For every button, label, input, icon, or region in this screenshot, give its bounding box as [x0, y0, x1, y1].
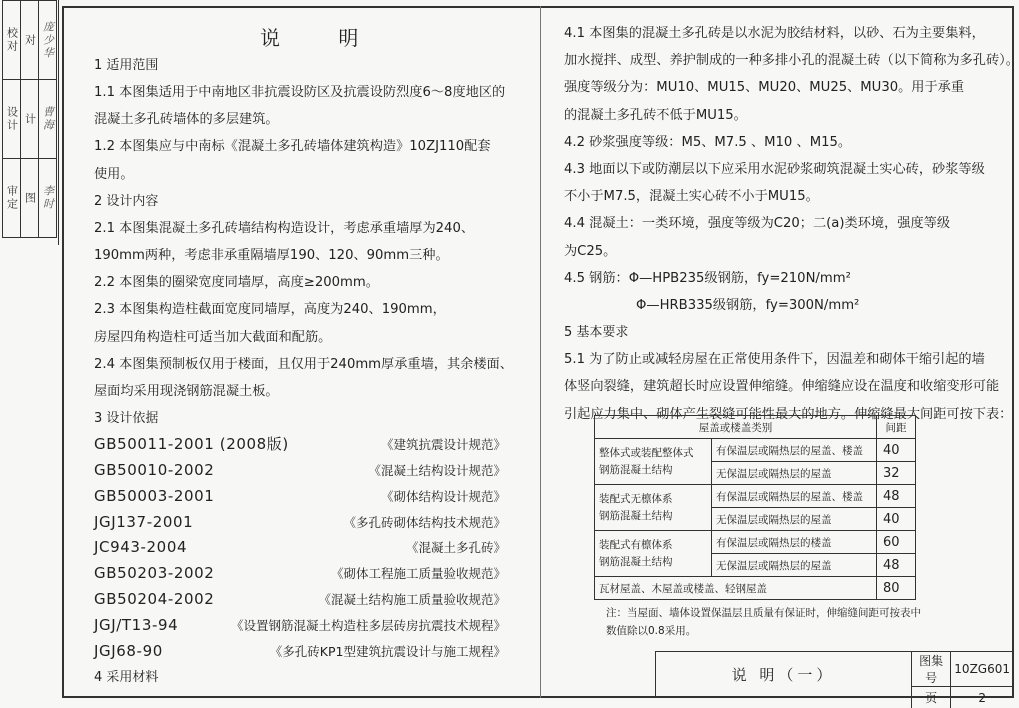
sheet-title: 说 明（一） — [656, 652, 911, 697]
paragraph-1-1-cont: 混凝土多孔砖墙体的多层建筑。 — [94, 106, 534, 133]
role-design: 设计 — [3, 80, 21, 159]
standard-row — [94, 587, 506, 613]
column-divider — [540, 6, 541, 698]
joint-spacing-table — [594, 415, 916, 600]
table-note — [606, 604, 921, 640]
left-column — [94, 52, 534, 691]
title-block-grid — [911, 652, 1013, 708]
paragraph-5-1: 5.1 为了防止或减轻房屋在正常使用条件下，因温差和砌体干缩引起的墙 — [564, 346, 1004, 373]
sub-category: 有保温层或隔热层的屋盖、楼盖 — [712, 439, 877, 462]
standard-code: JGJ68-90 — [94, 639, 163, 665]
paragraph-2-3-cont: 房屋四角构造柱可适当加大截面和配筋。 — [94, 324, 534, 351]
paragraph-2-3: 2.3 本图集构造柱截面宽度同墙厚，高度为240、190mm， — [94, 296, 534, 323]
table-row — [595, 531, 916, 554]
last-category: 瓦材屋盖、木屋盖或楼盖、轻钢屋盖 — [595, 577, 877, 600]
paragraph-2-2: 2.2 本图集的圈梁宽度同墙厚，高度≥200mm。 — [94, 269, 534, 296]
sub-category: 无保温层或隔热层的屋盖 — [712, 462, 877, 485]
table-row — [595, 439, 916, 462]
standard-row — [94, 510, 506, 536]
group-name: 装配式有檩体系 钢筋混凝土结构 — [595, 531, 712, 577]
page-number: 2 — [951, 687, 1013, 708]
section-heading-3: 3 设计依据 — [94, 405, 534, 432]
section-heading-1: 1 适用范围 — [94, 52, 534, 79]
paragraph-1-1: 1.1 本图集适用于中南地区非抗震设防区及抗震设防烈度6～8度地区的 — [94, 79, 534, 106]
role-approve-2: 图 — [21, 159, 39, 238]
right-column — [564, 20, 1004, 428]
standard-code: GB50003-2001 — [94, 484, 214, 510]
sub-category: 有保温层或隔热层的楼盖 — [712, 531, 877, 554]
signer-3: 李时 — [39, 159, 57, 238]
standard-name: 《设置钢筋混凝土构造柱多层砖房抗震技术规程》 — [231, 613, 506, 639]
paragraph-4-5: 4.5 钢筋：Φ—HPB235级钢筋，fy=210N/mm² — [564, 265, 1004, 292]
header-category: 屋盖或楼盖类别 — [595, 416, 877, 439]
paragraph-1-2-cont: 使用。 — [94, 161, 534, 188]
table-row — [595, 485, 916, 508]
role-approve: 审定 — [3, 159, 21, 238]
atlas-label: 图集号 — [912, 652, 951, 687]
role-check: 校对 — [3, 1, 21, 80]
paragraph-2-4-cont: 屋面均采用现浇钢筋混凝土板。 — [94, 378, 534, 405]
spacing-value: 48 — [877, 554, 916, 577]
standard-name: 《混凝土结构施工质量验收规范》 — [318, 587, 506, 613]
paragraph-4-1-cont: 加水搅拌、成型、养护制成的一种多排小孔的混凝土砖（以下简称为多孔砖）。 — [564, 47, 1004, 74]
standard-name: 《多孔砖KP1型建筑抗震设计与施工规程》 — [270, 639, 506, 665]
spacing-value: 32 — [877, 462, 916, 485]
paragraph-5-1-cont: 体竖向裂缝，建筑超长时应设置伸缩缝。伸缩缝应设在温度和收缩变形可能 — [564, 373, 1004, 400]
section-heading-5: 5 基本要求 — [564, 319, 1004, 346]
standard-name: 《混凝土结构设计规范》 — [368, 458, 506, 484]
standard-code: GB50204-2002 — [94, 587, 214, 613]
spacing-value: 80 — [877, 577, 916, 600]
standard-name: 《混凝土多孔砖》 — [406, 535, 506, 561]
standard-row — [94, 561, 506, 587]
role-check-2: 对 — [21, 1, 39, 80]
standards-list — [94, 432, 534, 664]
standard-name: 《砌体工程施工质量验收规范》 — [331, 561, 506, 587]
signer-2: 曹海 — [39, 80, 57, 159]
standard-row — [94, 535, 506, 561]
paragraph-5-1-cont2: 引起应力集中、砌体产生裂缝可能性最大的地方。伸缩缝最大间距可按下表： — [564, 401, 1004, 428]
paragraph-4-3-cont: 不小于M7.5，混凝土实心砖不小于MU15。 — [564, 183, 1004, 210]
note-line-1: 注：当屋面、墙体设置保温层且质量有保证时，伸缩缝间距可按表中 — [606, 604, 921, 622]
standard-code: JC943-2004 — [94, 535, 187, 561]
standard-row — [94, 613, 506, 639]
signature-strip — [0, 0, 59, 245]
paragraph-4-1: 4.1 本图集的混凝土多孔砖是以水泥为胶结材料，以砂、石为主要集料， — [564, 20, 1004, 47]
paragraph-2-4: 2.4 本图集预制板仅用于楼面，且仅用于240mm厚承重墙，其余楼面、 — [94, 351, 534, 378]
spacing-value: 40 — [877, 508, 916, 531]
standard-row — [94, 458, 506, 484]
paragraph-4-1-cont3: 的混凝土多孔砖不低于MU15。 — [564, 102, 1004, 129]
section-heading-4: 4 采用材料 — [94, 664, 534, 691]
section-heading-2: 2 设计内容 — [94, 188, 534, 215]
paragraph-2-1: 2.1 本图集混凝土多孔砖墙结构构造设计，考虑承重墙厚为240、 — [94, 215, 534, 242]
standard-name: 《多孔砖砌体结构技术规范》 — [343, 510, 506, 536]
signature-table — [2, 0, 57, 238]
spacing-value: 40 — [877, 439, 916, 462]
standard-code: GB50010-2002 — [94, 458, 214, 484]
spacing-value: 48 — [877, 485, 916, 508]
page-title: 说 明 — [260, 22, 384, 51]
standard-name: 《砌体结构设计规范》 — [381, 484, 506, 510]
sub-category: 有保温层或隔热层的屋盖、楼盖 — [712, 485, 877, 508]
header-spacing: 间距 — [877, 416, 916, 439]
paragraph-1-2: 1.2 本图集应与中南标《混凝土多孔砖墙体建筑构造》10ZJ110配套 — [94, 133, 534, 160]
paragraph-4-4: 4.4 混凝土：一类环境，强度等级为C20；二(a)类环境，强度等级 — [564, 210, 1004, 237]
title-block — [655, 651, 1013, 697]
paragraph-4-1-cont2: 强度等级分为：MU10、MU15、MU20、MU25、MU30。用于承重 — [564, 74, 1004, 101]
standard-row — [94, 639, 506, 665]
group-name: 整体式或装配整体式 钢筋混凝土结构 — [595, 439, 712, 485]
note-line-2: 数值除以0.8采用。 — [606, 622, 921, 640]
paragraph-4-5-cont: Φ—HRB335级钢筋，fy=300N/mm² — [564, 292, 1004, 319]
page-label: 页 — [912, 687, 951, 708]
standard-name: 《建筑抗震设计规范》 — [381, 432, 506, 458]
paragraph-2-1-cont: 190mm两种，考虑非承重隔墙厚190、120、90mm三种。 — [94, 242, 534, 269]
paragraph-4-3: 4.3 地面以下或防潮层以下应采用水泥砂浆砌筑混凝土实心砖，砂浆等级 — [564, 156, 1004, 183]
paragraph-4-2: 4.2 砂浆强度等级：M5、M7.5 、M10 、M15。 — [564, 129, 1004, 156]
sub-category: 无保温层或隔热层的屋盖 — [712, 554, 877, 577]
table-header-row — [595, 416, 916, 439]
standard-row — [94, 484, 506, 510]
group-name: 装配式无檩体系 钢筋混凝土结构 — [595, 485, 712, 531]
paragraph-4-4-cont: 为C25。 — [564, 238, 1004, 265]
atlas-number: 10ZG601 — [951, 652, 1013, 687]
standard-code: JGJ/T13-94 — [94, 613, 178, 639]
standard-row — [94, 432, 506, 458]
spacing-value: 60 — [877, 531, 916, 554]
table-row — [595, 577, 916, 600]
sub-category: 无保温层或隔热层的屋盖 — [712, 508, 877, 531]
standard-code: JGJ137-2001 — [94, 510, 193, 536]
standard-code: GB50011-2001 (2008版) — [94, 432, 289, 458]
signer-1: 庞少华 — [39, 1, 57, 80]
role-design-2: 计 — [21, 80, 39, 159]
standard-code: GB50203-2002 — [94, 561, 214, 587]
